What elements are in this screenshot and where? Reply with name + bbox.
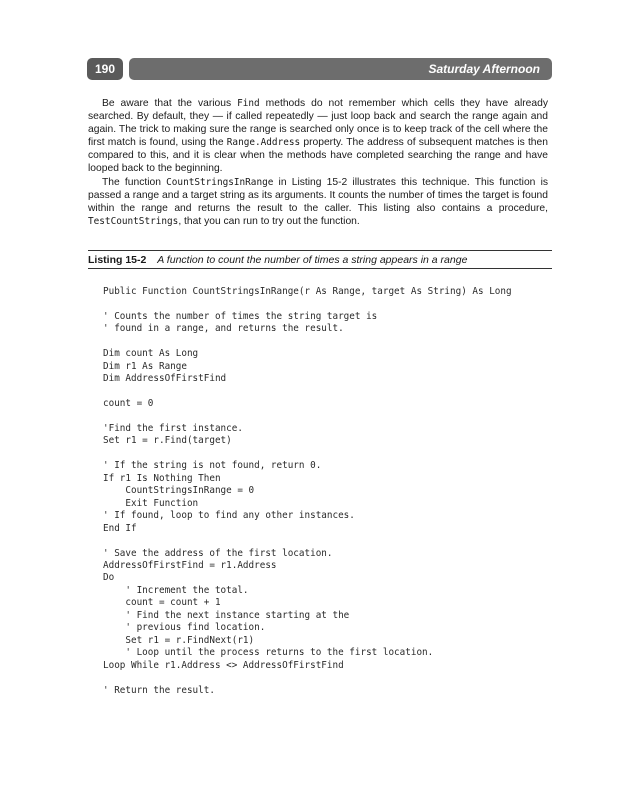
inline-code-test-count-strings: TestCountStrings <box>88 216 179 228</box>
code-listing: Public Function CountStringsInRange(r As Range, target As String) As Long ' Counts the number of times the string target is ' found in a range, and returns the result. Dim count As Long Dim r1 As Range Dim AddressOfFirstFind count = 0 'Find the first instance. Set r1 = r.Find(target) ' If the string is not found, return 0. If r1 Is Nothing Then CountStringsInRange = 0 Exit Function ' If found, loop to find any other instances. End If ' Save the address of the first location. AddressOfFirstFind = r1.Address Do ' Increment the total. count = count + 1 ' Find the next instance starting at the ' previous find location. Set r1 = r.FindNext(r1) ' Loop until the process returns to the first location. Loop While r1.Address <> AddressOfFirstFind ' Return the result. <box>103 286 512 696</box>
inline-code-find: Find <box>237 98 260 109</box>
paragraph2-text-3: , that you can run to try out the function. <box>178 216 360 228</box>
page-header <box>87 58 552 80</box>
paragraph1-text-1: Be aware that the various <box>102 98 238 109</box>
paragraph2-text-2: in Listing 15-2 illustrates this technique. This function is passed a range and a target string as its arguments. It counts the number of times the target is found within the range and returns the result to the caller. This listing also contains a procedure, <box>88 177 549 215</box>
listing-caption <box>88 250 552 269</box>
paragraph1-text-2: methods do not remember which cells they have already searched. By default, they — if called repeatedly — just loop back and search the range again and again. The trick to making sure the range is searched only once is to keep track of the cell where the first match is found, using the <box>88 98 548 148</box>
body-text <box>88 98 548 231</box>
paragraph-find-methods <box>88 98 548 175</box>
paragraph2-text-1: The function <box>102 177 167 189</box>
paragraph-count-strings <box>88 177 548 229</box>
running-title: Saturday Afternoon <box>129 58 552 80</box>
paragraph1-text-3: property. The address of subsequent matches is then compared to this, and it is clear when the methods have completed searching the range and have looped back to the beginning. <box>88 136 548 174</box>
inline-code-range-address: Range.Address <box>226 136 301 148</box>
page-number: 190 <box>87 58 123 80</box>
listing-title: A function to count the number of times a string appears in a range <box>157 254 468 266</box>
inline-code-count-strings-in-range: CountStringsInRange <box>166 177 274 189</box>
listing-label: Listing 15-2 <box>88 254 147 266</box>
